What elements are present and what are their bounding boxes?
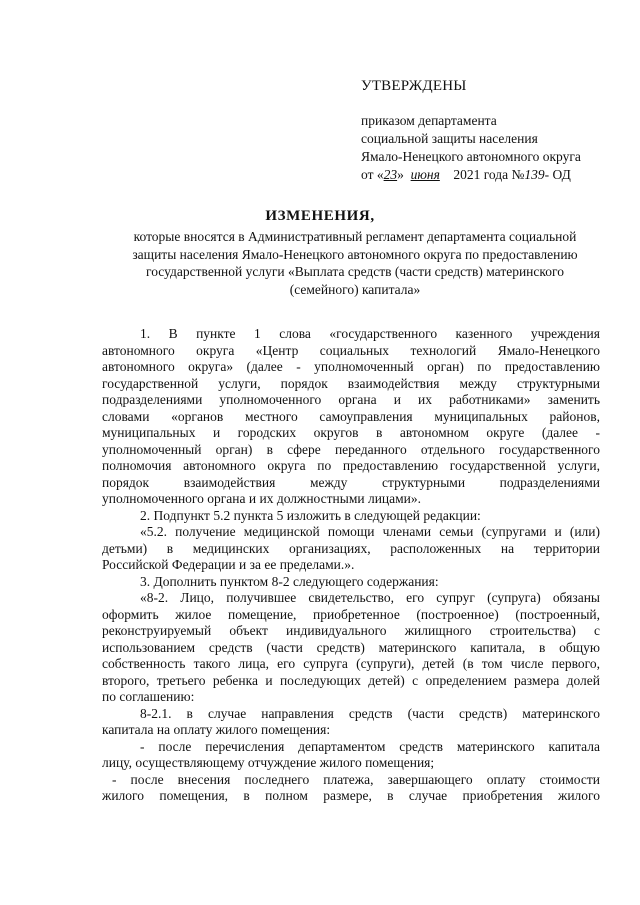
body-line: полномочия автономного округа по предоставлению государственной услуги,: [102, 458, 600, 473]
subtitle-line: (семейного) капитала»: [289, 281, 421, 297]
body-line: 1. В пункте 1 слова «государственного казенного учреждения: [140, 326, 600, 341]
body-line: капитала на оплату жилого помещения:: [102, 722, 331, 737]
body-line: порядок взаимодействия между структурными подразделениями: [102, 474, 600, 490]
body-line: 2. Подпункт 5.2 пункта 5 изложить в следующей редакции:: [140, 507, 481, 523]
order-suffix: - ОД: [544, 167, 571, 182]
body-line: лицу, осуществляющему отчуждение жилого помещения;: [102, 755, 435, 770]
date-year: 2021 года №: [453, 167, 525, 182]
body-line: реконструируемый объект индивидуального жилищного строительства) с: [102, 623, 600, 638]
body-line: по соглашению:: [102, 689, 195, 704]
body-line: автономного округа» (далее - уполномоченный орган) по предоставлению: [102, 359, 600, 374]
order-line: приказом департамента: [361, 113, 497, 128]
body-line: муниципальных и городских округов в автономном округе (далее -: [102, 425, 600, 440]
subtitle-line: которые вносятся в Административный регламент департамента социальной: [133, 229, 577, 244]
subtitle-line: государственной услуги «Выплата средств (части средств) материнского: [146, 264, 564, 279]
body-line: - после внесения последнего платежа, завершающего оплату стоимости: [112, 771, 600, 787]
body-line: «8-2. Лицо, получившее свидетельство, его супруг (супруга) обязаны: [140, 590, 600, 605]
order-number: 139: [524, 167, 545, 182]
order-reference: [361, 112, 581, 184]
approved-heading: УТВЕРЖДЕНЫ: [361, 78, 467, 94]
body-line: «5.2. получение медицинской помощи членами семьи (супругами и (или): [140, 524, 600, 539]
body-line: жилого помещения, в полном размере, в случае приобретения жилого: [102, 788, 600, 803]
document-title: ИЗМЕНЕНИЯ,: [265, 208, 375, 224]
body-line: оформить жилое помещение, приобретенное (построенное) (построенный,: [102, 606, 600, 622]
body-line: - после перечисления департаментом средств материнского капитала: [140, 738, 600, 754]
body-line: подразделениями уполномоченного органа и их работниками» заменить: [102, 392, 600, 407]
order-line: социальной защиты населения: [361, 131, 538, 146]
body-line: Российской Федерации и за ее пределами.».: [102, 557, 355, 572]
document-body: [102, 326, 600, 805]
date-prefix: от «: [361, 167, 384, 182]
body-line: государственной услуги, порядок взаимодействия между структурными: [102, 375, 600, 391]
body-line: 8-2.1. в случае направления средств (части средств) материнского: [140, 705, 600, 721]
body-line: 3. Дополнить пунктом 8-2 следующего содержания:: [140, 573, 439, 589]
body-line: словами «органов местного самоуправления муниципальных районов,: [102, 408, 600, 424]
date-mid: »: [397, 167, 404, 182]
date-day: 23: [383, 167, 398, 182]
body-line: уполномоченного органа и их должностными лицами».: [102, 491, 422, 506]
body-line: собственность такого лица, его супруга (супруги), детей (в том числе первого,: [102, 656, 600, 671]
order-date-line: [361, 166, 581, 184]
body-line: использованием средств (части средств) материнского капитала, в общую: [102, 639, 600, 655]
subtitle-line: защиты населения Ямало-Ненецкого автономного округа по предоставлению: [132, 246, 578, 262]
body-line: автономного округа «Центр социальных технологий Ямало-Ненецкого: [102, 342, 600, 358]
body-line: детьми) в медицинских организациях, расположенных на территории: [102, 540, 600, 556]
document-subtitle: [100, 228, 610, 298]
order-line: Ямало-Ненецкого автономного округа: [361, 149, 581, 164]
date-month: июня: [410, 167, 440, 182]
body-line: уполномоченный орган) в сфере переданного отдельного государственного: [102, 441, 600, 457]
body-line: второго, третьего ребенка и последующих детей) с определением размера долей: [102, 672, 600, 688]
